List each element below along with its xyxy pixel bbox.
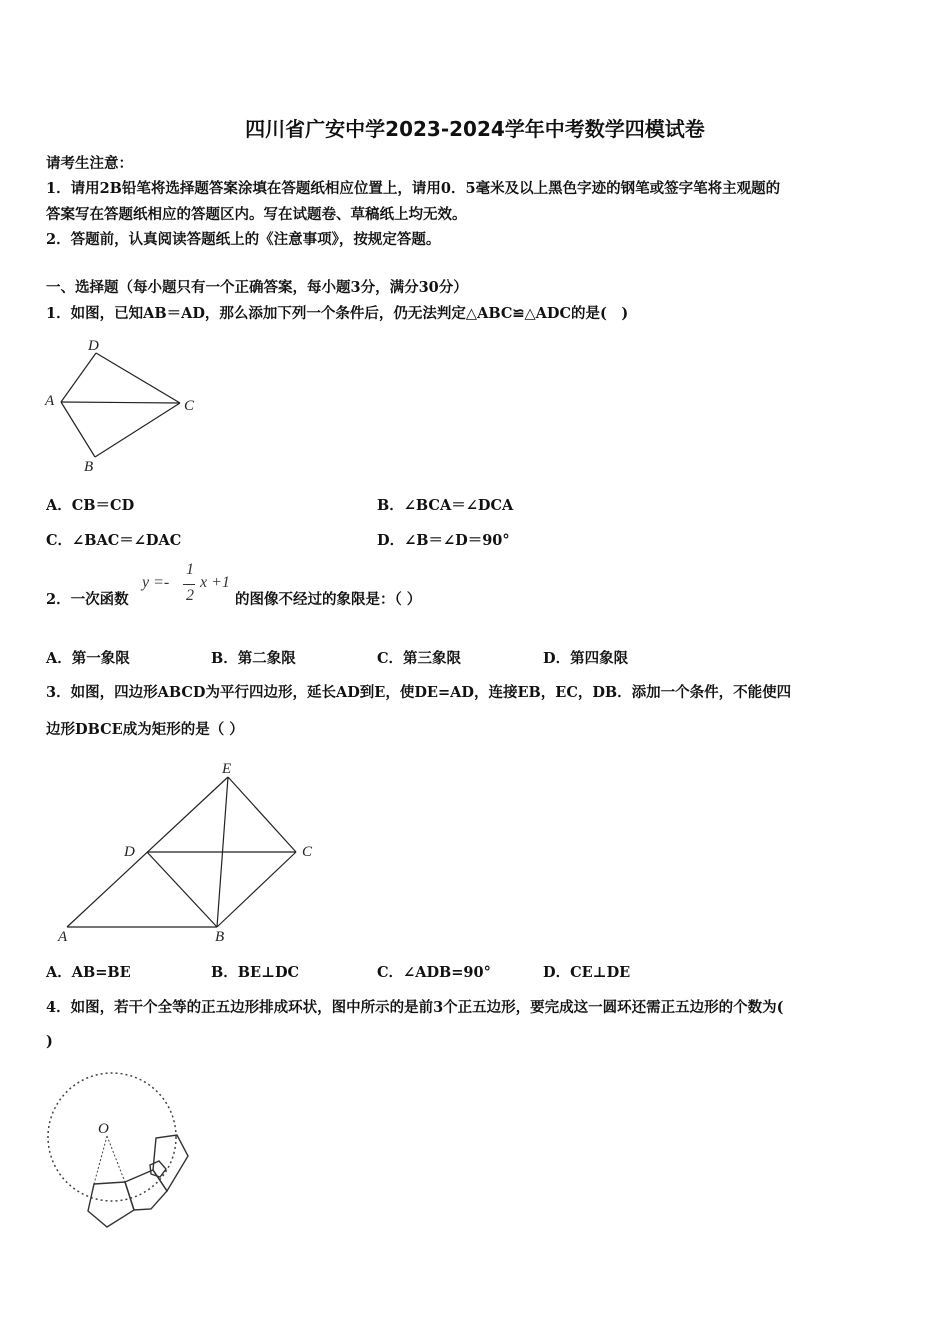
q3-label-e: E bbox=[222, 761, 232, 777]
q3-option-b: B．BE⊥DC bbox=[211, 964, 300, 981]
q3-option-d: D．CE⊥DE bbox=[543, 964, 631, 981]
q4-stem-line-1: 4．如图，若干个全等的正五边形排成环状，图中所示的是前3个正五边形，要完成这一圆环还需正五边形的个数为( bbox=[46, 999, 784, 1016]
q1-label-a: A bbox=[45, 393, 55, 409]
q3-figure bbox=[50, 755, 330, 950]
q2-prefix: 2．一次函数 bbox=[46, 591, 129, 608]
q2-formula-left: y =- bbox=[142, 574, 170, 591]
section-heading: 一、选择题（每小题只有一个正确答案，每小题3分，满分30分） bbox=[46, 279, 468, 296]
q4-stem-line-2: ) bbox=[46, 1033, 53, 1050]
q2-fraction-den: 2 bbox=[186, 587, 194, 604]
q2-option-a: A．第一象限 bbox=[46, 650, 130, 667]
q3-option-c: C．∠ADB=90° bbox=[377, 964, 491, 981]
q3-label-d: D bbox=[124, 844, 135, 860]
q1-figure bbox=[40, 333, 210, 478]
q3-label-c: C bbox=[302, 844, 313, 860]
q1-label-d: D bbox=[88, 338, 99, 354]
notice-line-1: 1．请用2B铅笔将选择题答案涂填在答题纸相应位置上，请用0．5毫米及以上黑色字迹的钢笔或签字笔将主观题的 bbox=[46, 180, 781, 197]
q1-stem: 1．如图，已知AB＝AD，那么添加下列一个条件后，仍无法判定△ABC≌△ADC的是( ) bbox=[46, 305, 629, 322]
q3-stem-line-2: 边形DBCE成为矩形的是（ ） bbox=[46, 721, 244, 738]
q1-option-c: C．∠BAC＝∠DAC bbox=[46, 532, 182, 549]
q4-figure bbox=[40, 1072, 210, 1232]
page-title: 四川省广安中学2023-2024学年中考数学四模试卷 bbox=[245, 117, 705, 141]
q2-option-b: B．第二象限 bbox=[211, 650, 296, 667]
q3-option-a: A．AB=BE bbox=[46, 964, 131, 981]
q3-stem-line-1: 3．如图，四边形ABCD为平行四边形，延长AD到E，使DE=AD，连接EB，EC，DB．添加一个条件，不能使四 bbox=[46, 684, 792, 701]
notice-heading: 请考生注意： bbox=[46, 155, 133, 172]
q1-label-b: B bbox=[84, 459, 94, 475]
q2-fraction-bar bbox=[183, 584, 195, 585]
q1-option-b: B．∠BCA＝∠DCA bbox=[377, 497, 514, 514]
q3-label-b: B bbox=[215, 929, 225, 945]
q2-fraction-num: 1 bbox=[186, 561, 194, 578]
q2-option-c: C．第三象限 bbox=[377, 650, 462, 667]
q2-suffix: 的图像不经过的象限是：（ ） bbox=[235, 591, 422, 608]
notice-line-3: 2．答题前，认真阅读答题纸上的《注意事项》，按规定答题。 bbox=[46, 231, 441, 248]
q2-option-d: D．第四象限 bbox=[543, 650, 629, 667]
q2-formula bbox=[142, 561, 237, 609]
q4-label-o: O bbox=[98, 1121, 109, 1137]
q1-option-d: D．∠B＝∠D＝90° bbox=[377, 532, 510, 549]
q1-label-c: C bbox=[184, 398, 195, 414]
q3-label-a: A bbox=[58, 929, 68, 945]
q2-formula-right: x +1 bbox=[200, 574, 230, 591]
notice-line-2: 答案写在答题纸相应的答题区内。写在试题卷、草稿纸上均无效。 bbox=[46, 206, 467, 223]
q1-option-a: A．CB＝CD bbox=[46, 497, 135, 514]
